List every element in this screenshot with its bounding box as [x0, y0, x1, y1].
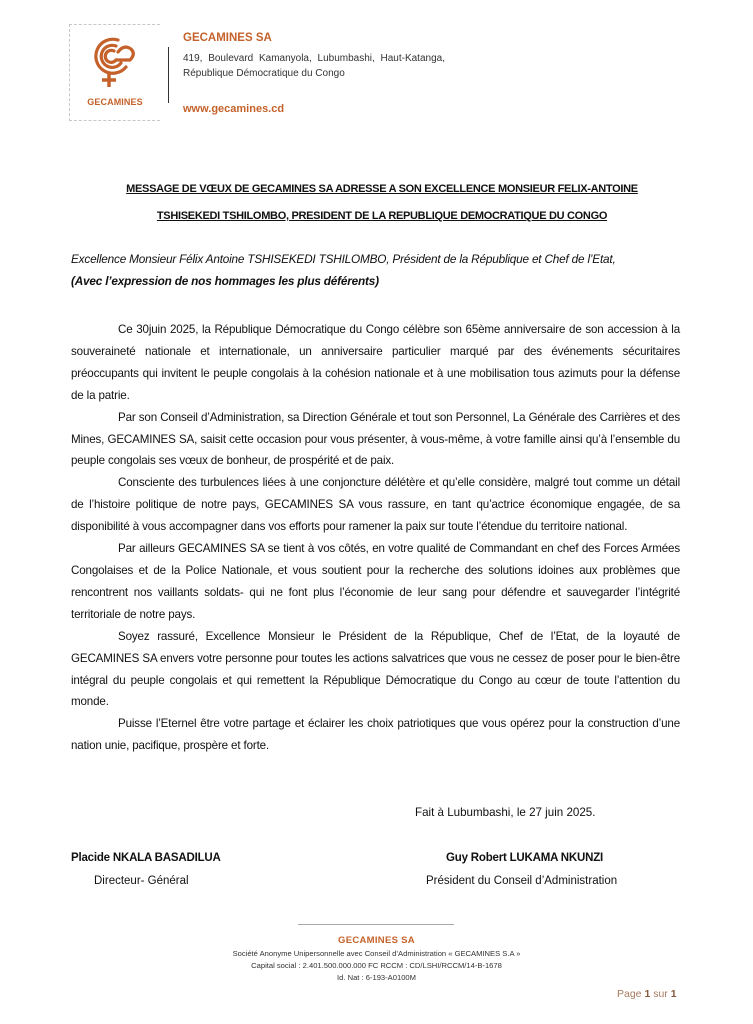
footer-capital: Capital social : 2.401.500.000.000 FC RCCM : CD/LSHI/RCCM/14-B-1678 — [251, 961, 502, 970]
footer-company: GECAMINES SA — [338, 935, 415, 946]
paragraph: Puisse l’Eternel être votre partage et éclairer les choix patriotiques que vous opérez pour la construction d’une nation unie, pacifique, prospère et forte. — [71, 717, 680, 753]
company-name: GECAMINES SA — [183, 32, 272, 44]
signatory-2-role: Président du Conseil d’Administration — [426, 875, 618, 887]
gecamines-logo-icon — [88, 34, 140, 90]
paragraph: Ce 30juin 2025, la République Démocratique du Congo célèbre son 65ème anniversaire de son accession à la souveraineté nationale et internationale, un anniversaire particulier marqué par des événements sécuritaires préoccupants qui invitent le peuple congolais à la cohésion nationale et à une mobilisation tous azimuts pour la défense de la patrie. — [71, 323, 680, 402]
footer-divider — [298, 924, 454, 925]
footer-id-nat: Id. Nat : 6-193-A0100M — [337, 973, 416, 982]
paragraph: Consciente des turbulences liées à une conjoncture délétère et qu’elle considère, malgré tout comme un détail de l’histoire politique de notre pays, GECAMINES SA vous rassure, en tant qu’actrice économique engagée, de sa disponibilité à vous accompagner dans vos efforts pour ramener la paix sur toute l’étendue du territoire national. — [71, 476, 680, 534]
page-label: Page — [617, 988, 642, 1000]
page-current: 1 — [644, 988, 651, 1000]
document-title-line-1: MESSAGE DE VŒUX DE GECAMINES SA ADRESSE A SON EXCELLENCE MONSIEUR FELIX-ANTOINE — [126, 183, 638, 195]
letter-body — [71, 319, 680, 757]
footer-legal-form: Société Anonyme Unipersonnelle avec Conseil d’Administration « GECAMINES S.A » — [232, 949, 521, 958]
logo-wordmark: GECAMINES — [87, 97, 143, 107]
signatory-1-role: Directeur- Général — [94, 875, 189, 887]
page-number — [617, 988, 677, 1000]
paragraph: Soyez rassuré, Excellence Monsieur le Président de la République, Chef de l’Etat, de la loyauté de GECAMINES SA envers votre personne pour toutes les actions salvatrices que vous ne cessez de poser pour le bien-être intégral du peuple congolais et qui remettent la République Démocratique du Congo au cœur de toute l’attention du monde. — [71, 629, 680, 709]
page-sep: sur — [653, 988, 668, 1000]
header-divider — [168, 47, 169, 103]
document-title-line-2: TSHISEKEDI TSHILOMBO, PRESIDENT DE LA REPUBLIQUE DEMOCRATIQUE DU CONGO — [156, 210, 608, 222]
salutation: Excellence Monsieur Félix Antoine TSHISEKEDI TSHILOMBO, Président de la République et Chef de l’Etat, — [71, 252, 616, 266]
page-total: 1 — [670, 988, 677, 1000]
place-and-date: Fait à Lubumbashi, le 27 juin 2025. — [415, 806, 596, 819]
signatory-2-name: Guy Robert LUKAMA NKUNZI — [446, 852, 604, 864]
signatory-1-name: Placide NKALA BASADILUA — [71, 852, 221, 864]
paragraph: Par ailleurs GECAMINES SA se tient à vos côtés, en votre qualité de Commandant en chef des Forces Armées Congolaises et de la Police Nationale, et vous soutient pour la recherche des solutions idoines aux problèmes que rencontrent nos vaillants soldats- qui ne font plus l’économie de leur sang pour défendre et sauvegarder l’intégrité territoriale de notre pays. — [71, 542, 680, 621]
paragraph: Par son Conseil d’Administration, sa Direction Générale et tout son Personnel, La Générale des Carrières et des Mines, GECAMINES SA, saisit cette occasion pour vous présenter, à vous-même, à votre famille ainsi qu’à l’ensemble du peuple congolais ses vœux de bonheur, de prospérité et de paix. — [71, 410, 680, 468]
company-address: 419, Boulevard Kamanyola, Lubumbashi, Haut-Katanga, République Démocratique du Congo — [183, 53, 445, 79]
company-website-link[interactable]: www.gecamines.cd — [183, 103, 285, 115]
salutation-homage: (Avec l’expression de nos hommages les plus déférents) — [71, 274, 379, 288]
